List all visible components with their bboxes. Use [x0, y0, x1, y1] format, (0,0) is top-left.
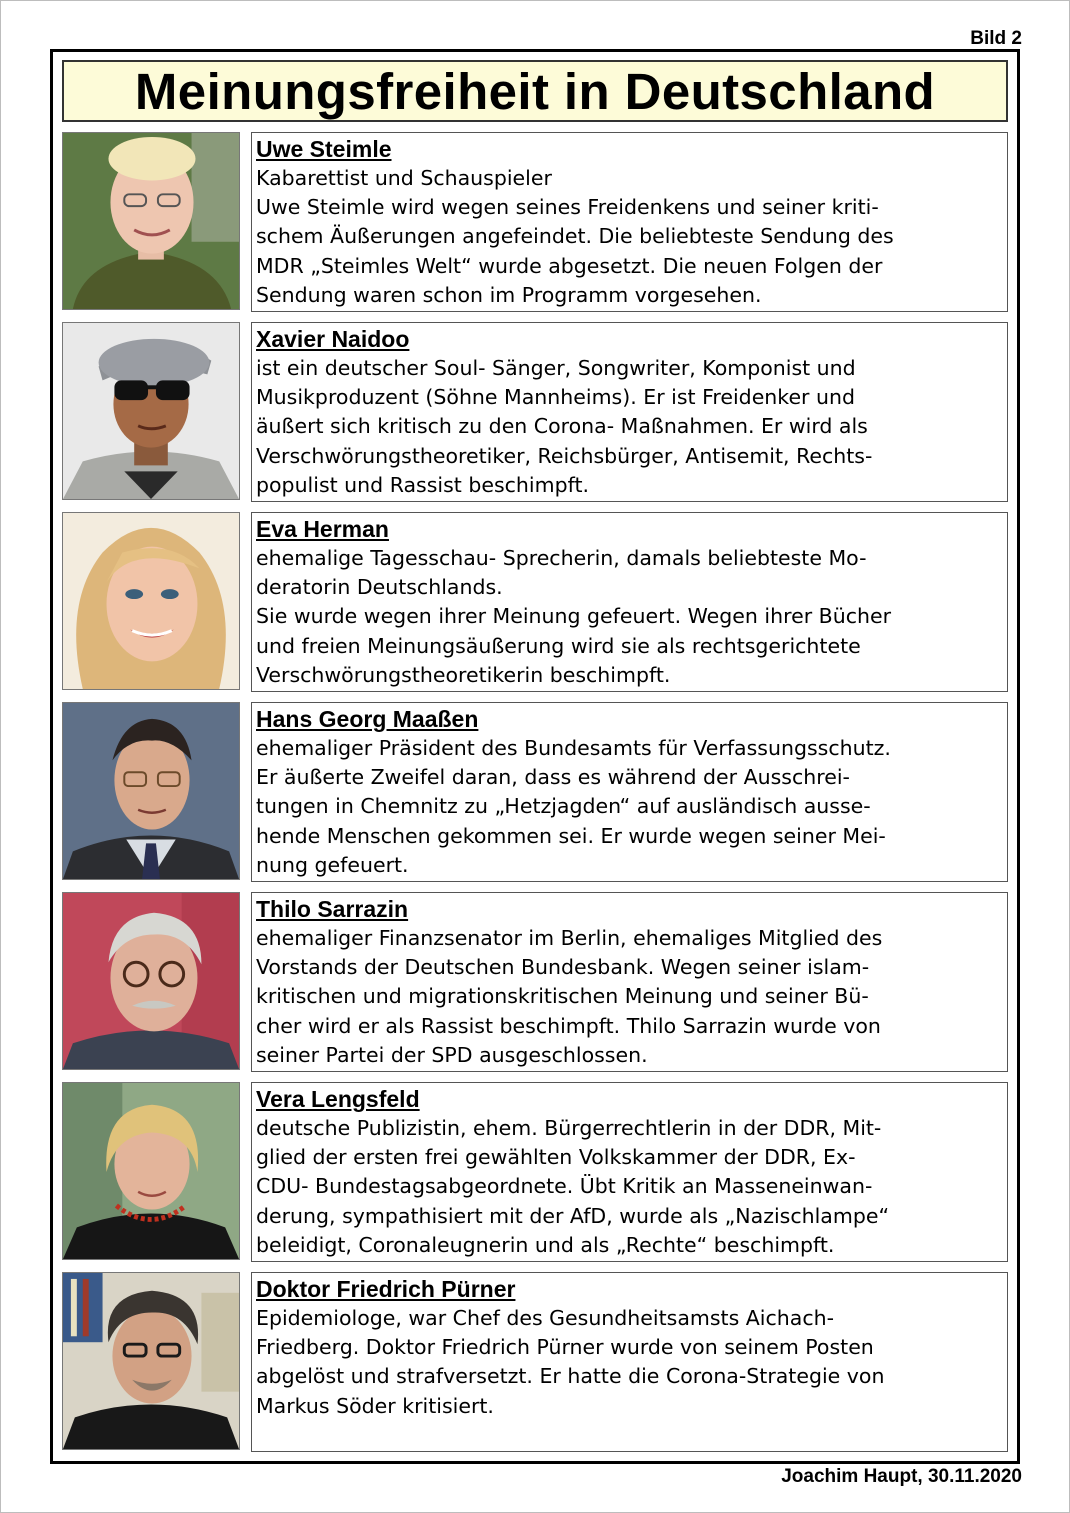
- portrait-photo-1: [62, 132, 240, 310]
- person-entry-5: [62, 892, 1008, 1072]
- person-description: deutsche Publizistin, ehem. Bürgerrechtlerin in der DDR, Mit- glied der ersten frei gewählten Volkskammer der DDR, Ex- CDU- Bundestagsabgeordnete. Übt Kritik an Masseneinwan- derung, sympathisiert mit der AfD, wurde als „Nazischlampe“ beleidigt, Coronaleugnerin und als „Rechte“ beschimpft.: [256, 1116, 890, 1257]
- person-entry-7: [62, 1272, 1008, 1452]
- entry-text-6: [251, 1082, 1008, 1262]
- person-entry-4: [62, 702, 1008, 882]
- person-name: Doktor Friedrich Pürner: [256, 1276, 516, 1302]
- person-entry-2: [62, 322, 1008, 502]
- person-description: Kabarettist und Schauspieler Uwe Steimle wird wegen seines Freidenkens und seiner kriti- schem Äußerungen angefeindet. Die beliebteste Sendung des MDR „Steimles Welt“ wurde abgesetzt. Die neuen Folgen der Sendung waren schon im Programm vorgesehen.: [256, 166, 894, 307]
- portrait-photo-2: [62, 322, 240, 500]
- entry-text-4: [251, 702, 1008, 882]
- portrait-photo-5: [62, 892, 240, 1070]
- portrait-photo-7: [62, 1272, 240, 1450]
- title-box: [62, 60, 1008, 122]
- entry-text-3: [251, 512, 1008, 692]
- person-name: Thilo Sarrazin: [256, 896, 409, 922]
- person-entry-3: [62, 512, 1008, 692]
- person-name: Eva Herman: [256, 516, 389, 542]
- person-name: Vera Lengsfeld: [256, 1086, 420, 1112]
- page-label: Bild 2: [970, 28, 1022, 49]
- person-description: ehemaliger Finanzsenator im Berlin, ehemaliges Mitglied des Vorstands der Deutschen Bundesbank. Wegen seiner islam- kritischen und migrationskritischen Meinung und seiner Bü- cher wird er als Rassist beschimpft. Thilo Sarrazin wurde von seiner Partei der SPD ausgeschlossen.: [256, 926, 883, 1067]
- person-name: Uwe Steimle: [256, 136, 392, 162]
- page-title: Meinungsfreiheit in Deutschland: [134, 62, 936, 120]
- portrait-photo-6: [62, 1082, 240, 1260]
- person-entry-6: [62, 1082, 1008, 1262]
- entry-text-7: [251, 1272, 1008, 1452]
- person-description: ist ein deutscher Soul- Sänger, Songwriter, Komponist und Musikproduzent (Söhne Mannheims). Er ist Freidenker und äußert sich kritisch zu den Corona- Maßnahmen. Er wird als Verschwörungstheoretiker, Reichsbürger, Antisemit, Rechts- populist und Rassist beschimpft.: [256, 356, 873, 497]
- portrait-photo-3: [62, 512, 240, 690]
- entry-text-5: [251, 892, 1008, 1072]
- person-name: Xavier Naidoo: [256, 326, 410, 352]
- person-description: ehemalige Tagesschau- Sprecherin, damals beliebteste Mo- deratorin Deutschlands. Sie wurde wegen ihrer Meinung gefeuert. Wegen ihrer Bücher und freien Meinungsäußerung wird sie als rechtsgerichtete Verschwörungstheoretikerin beschimpft.: [256, 546, 891, 687]
- person-description: Epidemiologe, war Chef des Gesundheitsamsts Aichach- Friedberg. Doktor Friedrich Pürner wurde von seinem Posten abgelöst und strafversetzt. Er hatte die Corona-Strategie von Markus Söder kritisiert.: [256, 1306, 885, 1418]
- entry-text-2: [251, 322, 1008, 502]
- person-name: Hans Georg Maaßen: [256, 706, 479, 732]
- portrait-photo-4: [62, 702, 240, 880]
- person-description: ehemaliger Präsident des Bundesamts für Verfassungsschutz. Er äußerte Zweifel daran, dass es während der Ausschrei- tungen in Chemnitz zu „Hetzjagden“ auf ausländisch ausse- hende Menschen gekommen sei. Er wurde wegen seiner Mei- nung gefeuert.: [256, 736, 891, 877]
- person-entry-1: [62, 132, 1008, 312]
- entry-text-1: [251, 132, 1008, 312]
- author-date-footer: Joachim Haupt, 30.11.2020: [781, 1466, 1022, 1487]
